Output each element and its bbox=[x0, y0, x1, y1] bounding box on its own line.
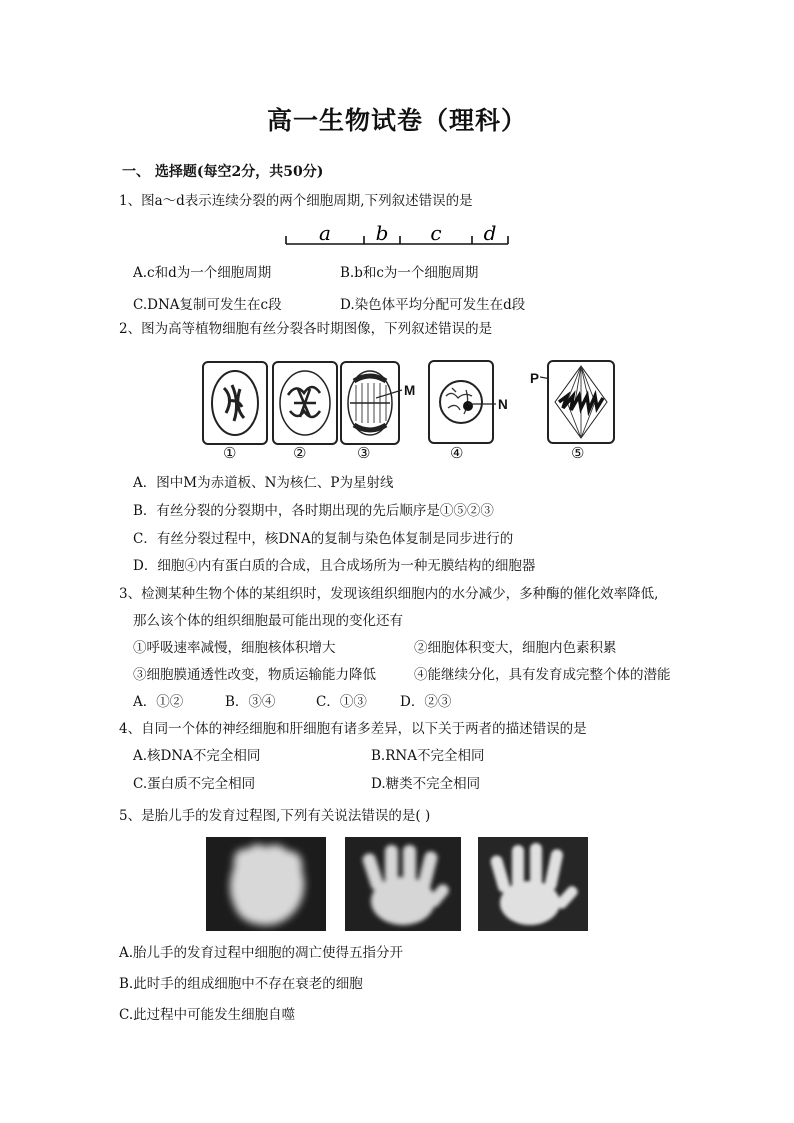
mitosis-cell-5 bbox=[547, 360, 615, 444]
q3-item-3: ③细胞膜通透性改变，物质运输能力降低 bbox=[133, 667, 376, 683]
q1-stem: 1、图a～d表示连续分裂的两个细胞周期,下列叙述错误的是 bbox=[119, 193, 473, 209]
hand-photo-stage-3 bbox=[478, 837, 588, 931]
q3-item-4: ④能继续分化，具有发育成完整个体的潜能 bbox=[414, 667, 671, 683]
q2-option-c: C．有丝分裂过程中，核DNA的复制与染色体复制是同步进行的 bbox=[133, 531, 514, 547]
mitosis-cell-3 bbox=[340, 361, 400, 445]
q5-option-b: B.此时手的组成细胞中不存在衰老的细胞 bbox=[119, 976, 363, 992]
q1-option-a: A.c和d为一个细胞周期 bbox=[133, 265, 272, 281]
hand-photo-stage-1 bbox=[206, 837, 326, 931]
cell-5-label: ⑤ bbox=[571, 444, 585, 462]
q3-item-1: ①呼吸速率减慢，细胞核体积增大 bbox=[133, 640, 336, 656]
mark-n: N bbox=[498, 397, 508, 412]
q4-option-b: B.RNA不完全相同 bbox=[371, 748, 485, 764]
cell-2-label: ② bbox=[293, 444, 307, 462]
hand-photo-stage-2 bbox=[345, 837, 461, 931]
q5-stem: 5、是胎儿手的发育过程图,下列有关说法错误的是( ) bbox=[119, 808, 431, 824]
q3-option-a: A．①② bbox=[133, 694, 184, 710]
q3-stem-line2: 那么该个体的组织细胞最可能出现的变化还有 bbox=[133, 613, 403, 629]
n-pointer-line bbox=[468, 400, 498, 408]
q4-option-d: D.糖类不完全相同 bbox=[371, 776, 481, 792]
segment-c-label: c bbox=[430, 221, 442, 245]
mitosis-cell-1 bbox=[202, 361, 268, 445]
q1-option-d: D.染色体平均分配可发生在d段 bbox=[340, 297, 526, 313]
q2-option-d: D．细胞④内有蛋白质的合成，且合成场所为一种无膜结构的细胞器 bbox=[133, 558, 536, 574]
cell-1-label: ① bbox=[223, 444, 237, 462]
q1-option-b: B.b和c为一个细胞周期 bbox=[340, 265, 479, 281]
mark-p: P bbox=[530, 371, 540, 386]
cell-cycle-line-figure bbox=[282, 220, 512, 250]
section-heading: 一、 选择题(每空2分，共50分) bbox=[122, 164, 324, 180]
q2-option-b: B．有丝分裂的分裂期中，各时期出现的先后顺序是①⑤②③ bbox=[133, 503, 494, 519]
m-pointer-line bbox=[376, 388, 404, 400]
q3-option-d: D．②③ bbox=[400, 694, 452, 710]
q2-option-a: A．图中M为赤道板、N为核仁、P为星射线 bbox=[133, 475, 394, 491]
q1-option-c: C.DNA复制可发生在c段 bbox=[133, 297, 282, 313]
cell-3-label: ③ bbox=[357, 444, 371, 462]
q4-stem: 4、自同一个体的神经细胞和肝细胞有诸多差异，以下关于两者的描述错误的是 bbox=[119, 721, 587, 737]
segment-b-label: b bbox=[375, 221, 389, 245]
q2-stem: 2、图为高等植物细胞有丝分裂各时期图像，下列叙述错误的是 bbox=[119, 321, 493, 337]
segment-a-label: a bbox=[319, 221, 331, 245]
q5-option-a: A.胎儿手的发育过程中细胞的凋亡使得五指分开 bbox=[119, 945, 404, 961]
q3-option-b: B．③④ bbox=[225, 694, 276, 710]
mitosis-cell-2 bbox=[272, 361, 338, 445]
q4-option-c: C.蛋白质不完全相同 bbox=[133, 776, 256, 792]
q3-item-2: ②细胞体积变大，细胞内色素积累 bbox=[414, 640, 617, 656]
q4-option-a: A.核DNA不完全相同 bbox=[133, 748, 261, 764]
cell-4-label: ④ bbox=[450, 444, 464, 462]
mark-m: M bbox=[404, 383, 416, 398]
q5-option-c: C.此过程中可能发生细胞自噬 bbox=[119, 1007, 296, 1023]
q3-option-c: C．①③ bbox=[316, 694, 367, 710]
q3-stem-line1: 3、检测某种生物个体的某组织时，发现该组织细胞内的水分减少，多种酶的催化效率降低, bbox=[119, 586, 659, 602]
segment-d-label: d bbox=[483, 221, 497, 245]
page-title: 高一生物试卷（理科） bbox=[266, 106, 527, 135]
